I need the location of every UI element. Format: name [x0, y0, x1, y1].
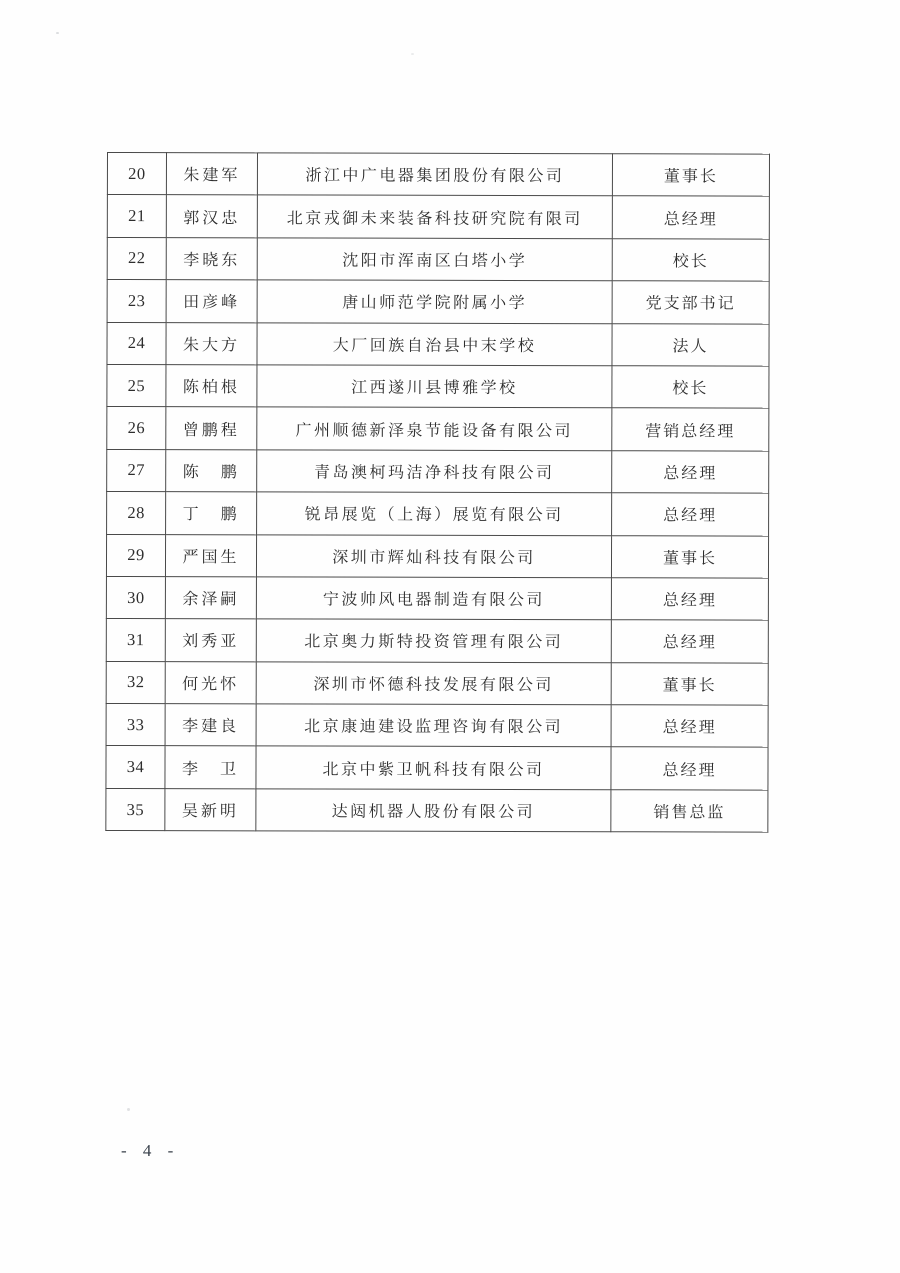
company-cell: 唐山师范学院附属小学 — [257, 280, 612, 323]
row-number-cell: 30 — [106, 576, 165, 619]
name-cell: 郭汉忠 — [166, 195, 257, 238]
table-row — [107, 153, 769, 197]
roster-table-container — [105, 152, 770, 833]
name-cell: 陈柏根 — [166, 365, 257, 408]
table-row — [107, 195, 769, 239]
row-number-cell: 23 — [107, 280, 166, 323]
company-cell: 深圳市怀德科技发展有限公司 — [256, 662, 611, 705]
name-cell: 李建良 — [165, 704, 256, 747]
row-number-cell: 24 — [107, 322, 166, 365]
row-number-cell: 29 — [106, 534, 165, 577]
row-number-cell: 31 — [106, 619, 165, 662]
table-row — [106, 534, 768, 578]
company-cell: 北京奥力斯特投资管理有限公司 — [256, 619, 611, 662]
page-number: - 4 - — [121, 1141, 180, 1160]
name-cell: 朱大方 — [166, 322, 257, 365]
title-cell: 校长 — [612, 239, 769, 282]
name-cell: 李晓东 — [166, 237, 257, 280]
company-cell: 广州顺德新泽泉节能设备有限公司 — [257, 407, 612, 450]
title-cell: 法人 — [612, 323, 769, 366]
roster-table-body — [106, 153, 770, 833]
name-cell: 李 卫 — [165, 746, 256, 789]
company-cell: 宁波帅风电器制造有限公司 — [256, 577, 611, 620]
name-cell: 丁 鹏 — [166, 492, 257, 535]
table-row — [106, 661, 768, 705]
row-number-cell: 35 — [106, 788, 165, 831]
name-cell: 曾鹏程 — [166, 407, 257, 450]
row-number-cell: 32 — [106, 661, 165, 704]
table-row — [107, 237, 769, 281]
title-cell: 董事长 — [611, 535, 768, 578]
title-cell: 总经理 — [612, 196, 769, 239]
table-row — [107, 364, 769, 408]
row-number-cell: 33 — [106, 704, 165, 747]
title-cell: 总经理 — [611, 578, 768, 621]
table-row — [107, 280, 769, 324]
company-cell: 北京中紫卫帆科技有限公司 — [256, 746, 611, 789]
name-cell: 刘秀亚 — [165, 619, 256, 662]
name-cell: 何光怀 — [165, 661, 256, 704]
title-cell: 董事长 — [611, 662, 768, 705]
table-row — [107, 322, 769, 366]
company-cell: 北京康迪建设监理咨询有限公司 — [256, 704, 611, 747]
scan-speck — [127, 1108, 130, 1111]
company-cell: 青岛澳柯玛洁净科技有限公司 — [257, 450, 612, 493]
company-cell: 深圳市辉灿科技有限公司 — [256, 534, 611, 577]
company-cell: 浙江中广电器集团股份有限公司 — [257, 153, 612, 196]
row-number-cell: 28 — [107, 492, 166, 535]
company-cell: 锐昂展览（上海）展览有限公司 — [257, 492, 612, 535]
title-cell: 总经理 — [612, 450, 769, 493]
name-cell: 吴新明 — [165, 789, 256, 832]
table-row — [107, 449, 769, 493]
row-number-cell: 26 — [107, 407, 166, 450]
table-row — [106, 619, 768, 663]
title-cell: 校长 — [612, 366, 769, 409]
title-cell: 销售总监 — [611, 790, 768, 833]
scan-speck — [56, 32, 59, 34]
company-cell: 江西遂川县博雅学校 — [257, 365, 612, 408]
table-row — [106, 704, 768, 748]
table-row — [106, 576, 768, 620]
name-cell: 田彦峰 — [166, 280, 257, 323]
company-cell: 沈阳市浑南区白塔小学 — [257, 238, 612, 281]
row-number-cell: 21 — [107, 195, 166, 238]
title-cell: 董事长 — [612, 154, 769, 197]
row-number-cell: 27 — [107, 449, 166, 492]
table-row — [106, 788, 768, 832]
title-cell: 总经理 — [611, 747, 768, 790]
scan-speck — [411, 53, 414, 55]
title-cell: 营销总经理 — [612, 408, 769, 451]
title-cell: 党支部书记 — [612, 281, 769, 324]
title-cell: 总经理 — [612, 493, 769, 536]
name-cell: 陈 鹏 — [166, 449, 257, 492]
company-cell: 北京戎御未来装备科技研究院有限司 — [257, 195, 612, 238]
table-row — [106, 746, 768, 790]
title-cell: 总经理 — [611, 620, 768, 663]
company-cell: 大厂回族自治县中末学校 — [257, 322, 612, 365]
roster-table — [105, 152, 770, 833]
row-number-cell: 22 — [107, 237, 166, 280]
row-number-cell: 34 — [106, 746, 165, 789]
name-cell: 朱建军 — [166, 153, 257, 196]
table-row — [107, 407, 769, 451]
name-cell: 余泽嗣 — [165, 577, 256, 620]
row-number-cell: 20 — [107, 153, 166, 196]
name-cell: 严国生 — [165, 534, 256, 577]
title-cell: 总经理 — [611, 705, 768, 748]
table-row — [107, 492, 769, 536]
row-number-cell: 25 — [107, 364, 166, 407]
company-cell: 达闼机器人股份有限公司 — [256, 789, 611, 832]
